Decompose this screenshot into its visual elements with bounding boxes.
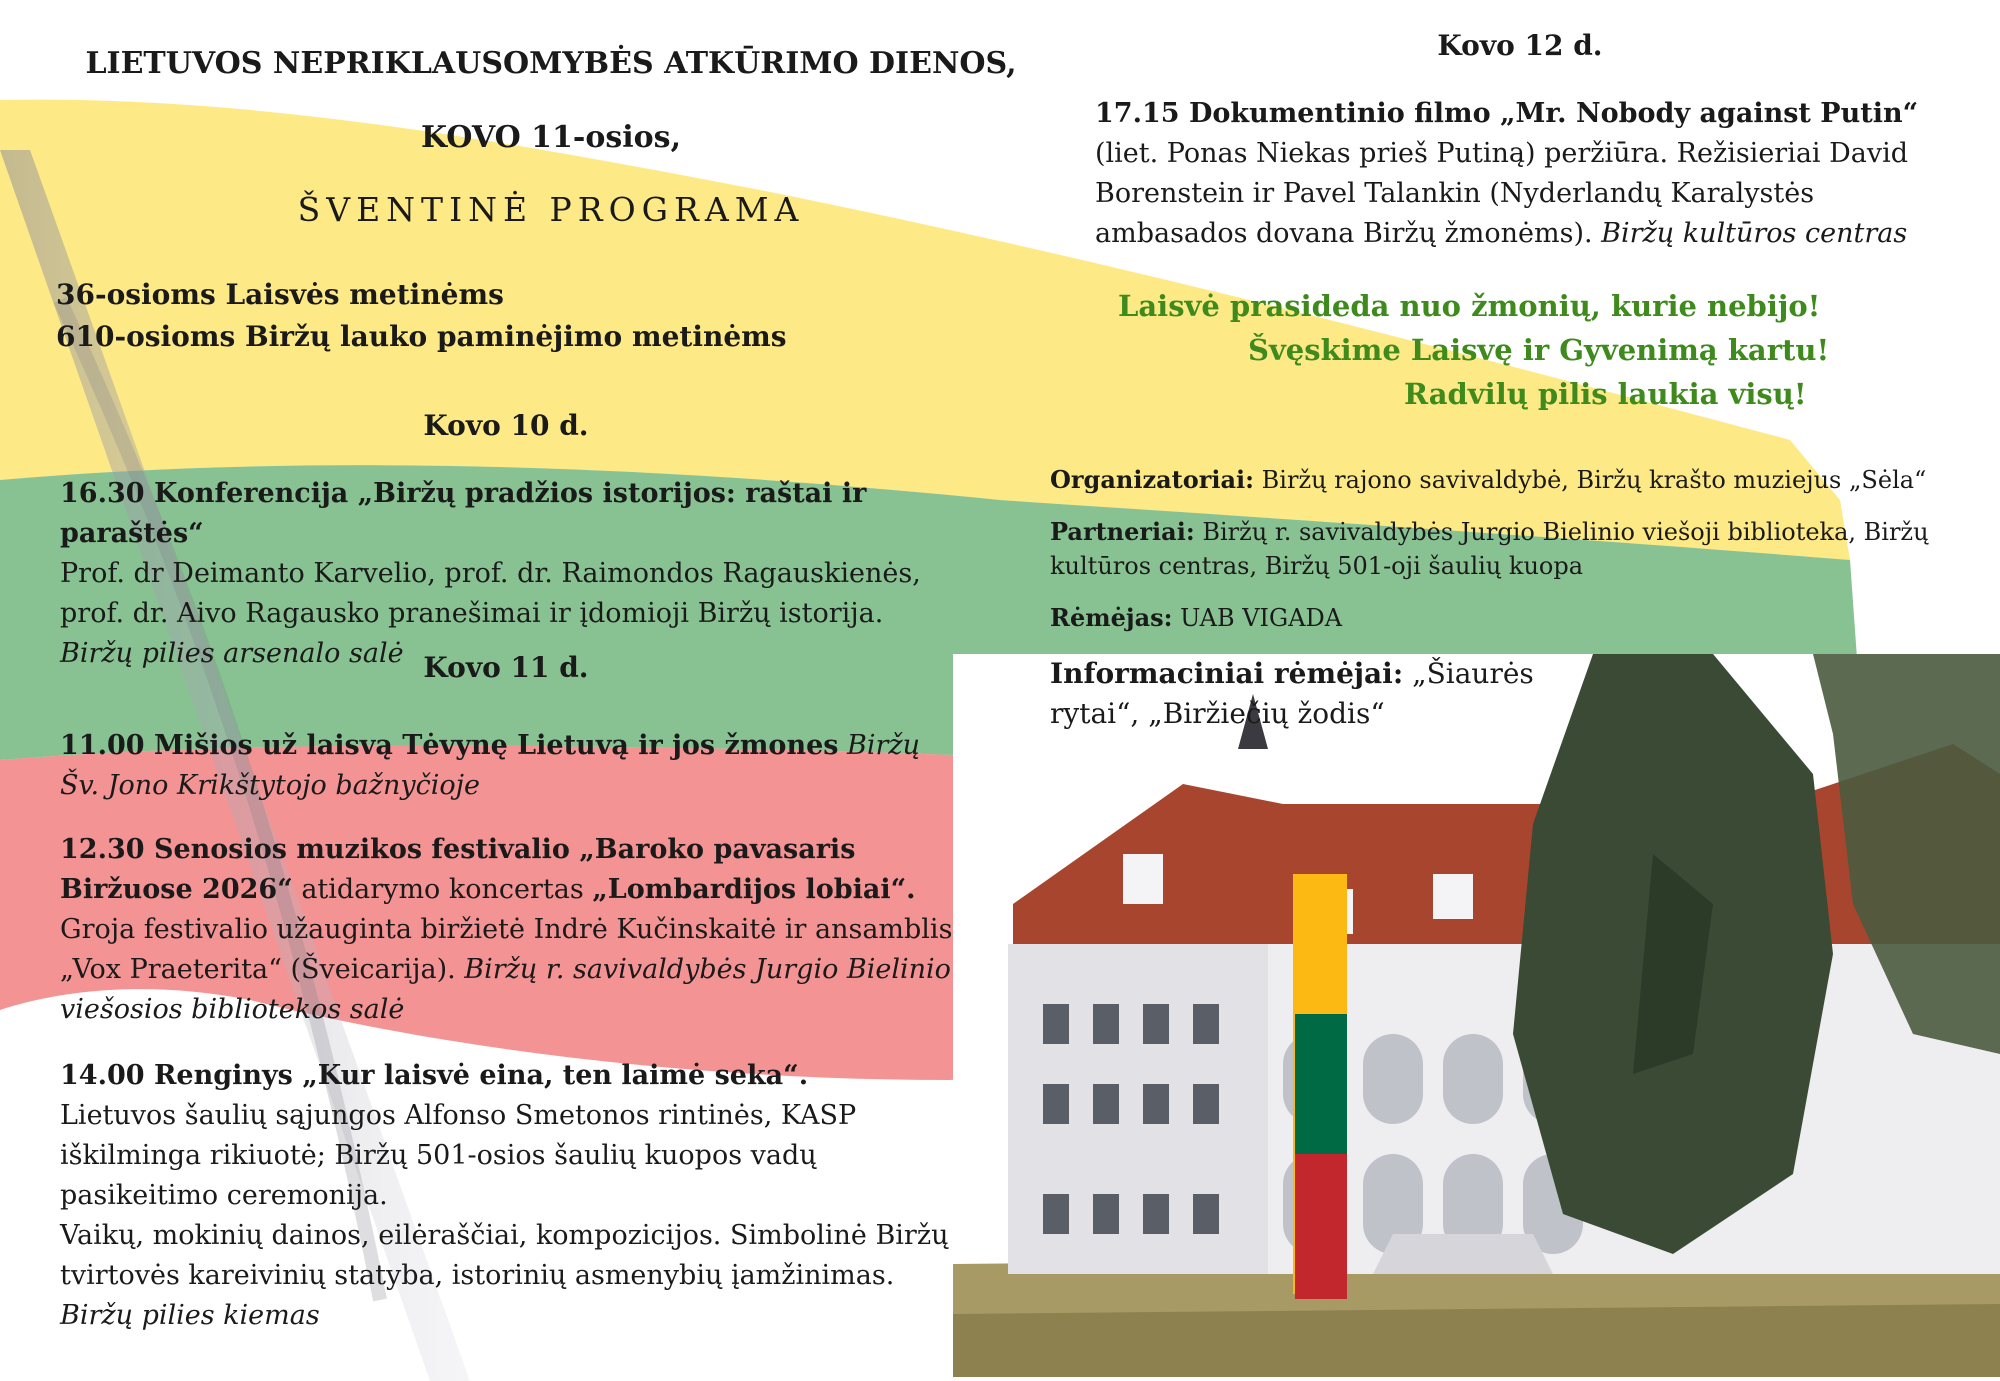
anniversary-line-1: 36-osioms Laisvės metinėms	[56, 278, 504, 311]
media-sponsors-value: „Šiaurės rytai“, „Biržiečių žodis“	[1050, 657, 1534, 730]
sponsor-label: Rėmėjas:	[1050, 603, 1173, 632]
event-description: Groja festivalio užauginta biržietė Indrė Kučinskaitė ir ansamblis „Vox Praeterita“ (Šveicarija).	[60, 914, 953, 985]
program-title-line-1: LIETUVOS NEPRIKLAUSOMYBĖS ATKŪRIMO DIENOS,	[85, 46, 1017, 81]
event-location: Biržų pilies kiemas	[60, 1300, 320, 1331]
event-location: Biržų r. savivaldybės Jurgio Bielinio viešosios bibliotekos salė	[60, 954, 951, 1025]
organizers-label: Organizatoriai:	[1050, 465, 1255, 494]
event-description-2: Vaikų, mokinių dainos, eilėraščiai, kompozicijos. Simbolinė Biržų tvirtovės kareivinių statyba, istorinių asmenybių įamžinimas.	[60, 1220, 949, 1291]
event-title: 14.00 Renginys „Kur laisvė eina, ten laimė seka“.	[60, 1060, 809, 1091]
event-location: Biržų kultūros centras	[1601, 218, 1908, 249]
event-location: Biržų Šv. Jono Krikštytojo bažnyčioje	[60, 730, 921, 801]
day-heading-march-12: Kovo 12 d.	[1437, 29, 1603, 62]
anniversary-line-2: 610-osioms Biržų lauko paminėjimo metinėms	[56, 320, 787, 353]
partners-label: Partneriai:	[1050, 517, 1195, 546]
media-sponsors-label: Informaciniai rėmėjai:	[1050, 657, 1404, 690]
event-conference	[60, 474, 965, 674]
event-ceremony	[60, 1056, 965, 1336]
sponsor-value: UAB VIGADA	[1180, 604, 1343, 632]
event-title: 16.30 Konferencija „Biržų pradžios istorijos: raštai ir paraštės“	[60, 478, 867, 549]
program-title-line-2: KOVO 11-osios,	[420, 120, 682, 155]
event-mass	[60, 726, 965, 806]
event-location: Biržų pilies arsenalo salė	[60, 638, 404, 669]
concert-name: „Lombardijos lobiai“.	[592, 874, 916, 905]
partners-value: Biržų r. savivaldybės Jurgio Bielinio viešoji biblioteka, Biržų kultūros centras, Biržų 501-oji šaulių kuopa	[1050, 518, 1929, 580]
slogan-2: Švęskime Laisvę ir Gyvenimą kartu!	[1248, 333, 1830, 367]
program-subtitle: ŠVENTINĖ PROGRAMA	[297, 190, 805, 229]
event-description-1: Lietuvos šaulių sąjungos Alfonso Smetonos rintinės, KASP iškilminga rikiuotė; Biržų 501-osios šaulių kuopos vadų pasikeitimo ceremonija.	[60, 1100, 857, 1211]
event-concert	[60, 830, 965, 1030]
event-description: (liet. Ponas Niekas prieš Putiną) peržiūra. Režisieriai David Borenstein ir Pavel Talankin (Nyderlandų Karalystės ambasados dovana Biržų žmonėms).	[1095, 138, 1909, 249]
event-film-screening	[1095, 94, 1975, 254]
event-title: 12.30 Senosios muzikos festivalio „Baroko pavasaris Biržuose 2026“	[60, 834, 856, 905]
partners	[1050, 515, 1950, 583]
event-title-connector: atidarymo koncertas	[292, 874, 593, 905]
day-heading-march-10: Kovo 10 d.	[423, 409, 589, 442]
organizers-value: Biržų rajono savivaldybė, Biržų krašto muziejus „Sėla“	[1261, 466, 1927, 494]
anniversary-lines	[56, 274, 787, 358]
organizers	[1050, 463, 1950, 497]
slogan-3: Radvilų pilis laukia visų!	[1404, 377, 1807, 411]
event-title: 11.00 Mišios už laisvą Tėvynę Lietuvą ir jos žmones	[60, 730, 839, 761]
castle-photo	[953, 654, 2000, 1377]
media-sponsors	[1050, 654, 1610, 734]
sponsor	[1050, 601, 1950, 635]
event-title: 17.15 Dokumentinio filmo „Mr. Nobody against Putin“	[1095, 98, 1919, 129]
event-description: Prof. dr Deimanto Karvelio, prof. dr. Raimondos Ragauskienės, prof. dr. Aivo Ragausko pranešimai ir įdomioji Biržų istorija.	[60, 558, 921, 629]
day-heading-march-11: Kovo 11 d.	[423, 651, 589, 684]
slogan-1: Laisvė prasideda nuo žmonių, kurie nebijo!	[1118, 289, 1821, 323]
